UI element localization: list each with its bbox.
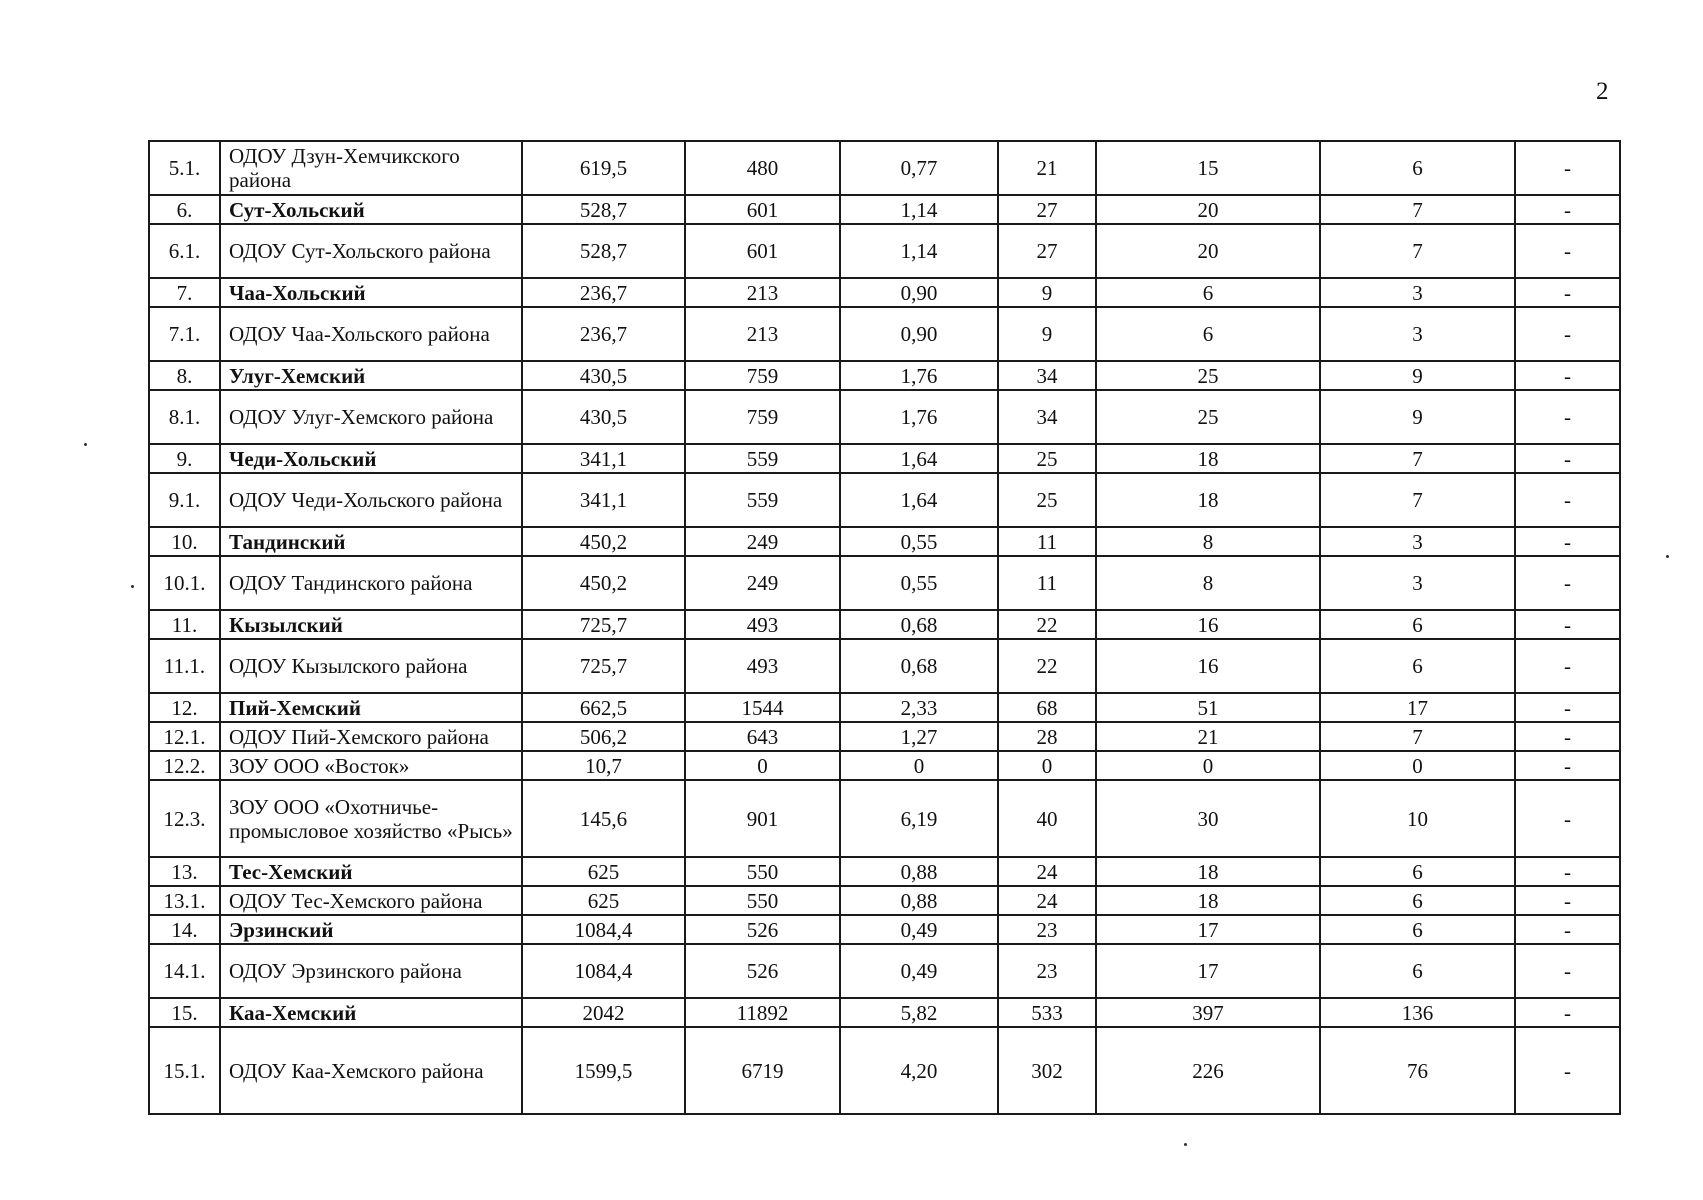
value-cell: 23 bbox=[998, 944, 1096, 998]
row-number-cell: 11.1. bbox=[149, 639, 220, 693]
value-cell: 6 bbox=[1320, 857, 1515, 886]
row-name-cell: ОДОУ Пий-Хемского района bbox=[220, 722, 522, 751]
value-cell: 341,1 bbox=[522, 473, 685, 527]
value-cell: 901 bbox=[685, 780, 840, 857]
value-cell: 21 bbox=[1096, 722, 1320, 751]
value-cell: 0,49 bbox=[840, 944, 998, 998]
table-row bbox=[149, 915, 1620, 944]
value-cell: 25 bbox=[1096, 361, 1320, 390]
value-cell: 213 bbox=[685, 307, 840, 361]
row-name-cell: Кызылский bbox=[220, 610, 522, 639]
value-cell: 1084,4 bbox=[522, 944, 685, 998]
value-cell: 0 bbox=[1096, 751, 1320, 780]
table-row bbox=[149, 693, 1620, 722]
row-number-cell: 7. bbox=[149, 278, 220, 307]
value-cell: 7 bbox=[1320, 722, 1515, 751]
value-cell: 7 bbox=[1320, 473, 1515, 527]
value-cell: 17 bbox=[1320, 693, 1515, 722]
row-number-cell: 9. bbox=[149, 444, 220, 473]
value-cell: 10 bbox=[1320, 780, 1515, 857]
value-cell: 725,7 bbox=[522, 639, 685, 693]
value-cell: 20 bbox=[1096, 224, 1320, 278]
value-cell: 40 bbox=[998, 780, 1096, 857]
value-cell: - bbox=[1515, 444, 1620, 473]
row-number-cell: 14. bbox=[149, 915, 220, 944]
value-cell: 397 bbox=[1096, 998, 1320, 1027]
value-cell: 430,5 bbox=[522, 361, 685, 390]
table-row bbox=[149, 944, 1620, 998]
table-row bbox=[149, 1027, 1620, 1114]
value-cell: 17 bbox=[1096, 944, 1320, 998]
value-cell: 759 bbox=[685, 361, 840, 390]
value-cell: 601 bbox=[685, 195, 840, 224]
value-cell: 662,5 bbox=[522, 693, 685, 722]
value-cell: 20 bbox=[1096, 195, 1320, 224]
value-cell: 0,88 bbox=[840, 886, 998, 915]
value-cell: 5,82 bbox=[840, 998, 998, 1027]
row-name-cell: Чаа-Хольский bbox=[220, 278, 522, 307]
value-cell: 4,20 bbox=[840, 1027, 998, 1114]
row-number-cell: 10.1. bbox=[149, 556, 220, 610]
value-cell: 15 bbox=[1096, 141, 1320, 195]
value-cell: 528,7 bbox=[522, 195, 685, 224]
value-cell: 506,2 bbox=[522, 722, 685, 751]
table-row bbox=[149, 473, 1620, 527]
row-name-cell: Чеди-Хольский bbox=[220, 444, 522, 473]
value-cell: - bbox=[1515, 307, 1620, 361]
row-name-cell: ОДОУ Каа-Хемского района bbox=[220, 1027, 522, 1114]
table-row bbox=[149, 857, 1620, 886]
value-cell: 759 bbox=[685, 390, 840, 444]
value-cell: - bbox=[1515, 610, 1620, 639]
value-cell: 601 bbox=[685, 224, 840, 278]
value-cell: 559 bbox=[685, 444, 840, 473]
value-cell: 9 bbox=[998, 307, 1096, 361]
value-cell: 643 bbox=[685, 722, 840, 751]
value-cell: 0 bbox=[1320, 751, 1515, 780]
value-cell: 6719 bbox=[685, 1027, 840, 1114]
row-name-cell: ОДОУ Улуг-Хемского района bbox=[220, 390, 522, 444]
value-cell: 8 bbox=[1096, 556, 1320, 610]
value-cell: 493 bbox=[685, 610, 840, 639]
value-cell: 1,64 bbox=[840, 444, 998, 473]
value-cell: 34 bbox=[998, 390, 1096, 444]
value-cell: 27 bbox=[998, 224, 1096, 278]
value-cell: 341,1 bbox=[522, 444, 685, 473]
row-number-cell: 12. bbox=[149, 693, 220, 722]
table-body bbox=[149, 141, 1620, 1114]
table-row bbox=[149, 639, 1620, 693]
value-cell: 6 bbox=[1320, 915, 1515, 944]
value-cell: - bbox=[1515, 473, 1620, 527]
table-row bbox=[149, 998, 1620, 1027]
value-cell: 1,64 bbox=[840, 473, 998, 527]
row-name-cell: ОДОУ Кызылского района bbox=[220, 639, 522, 693]
table-row bbox=[149, 444, 1620, 473]
value-cell: 24 bbox=[998, 857, 1096, 886]
row-name-cell: Пий-Хемский bbox=[220, 693, 522, 722]
value-cell: 24 bbox=[998, 886, 1096, 915]
value-cell: 3 bbox=[1320, 527, 1515, 556]
value-cell: 25 bbox=[1096, 390, 1320, 444]
value-cell: 559 bbox=[685, 473, 840, 527]
value-cell: 1,14 bbox=[840, 195, 998, 224]
value-cell: 6 bbox=[1320, 639, 1515, 693]
value-cell: 2,33 bbox=[840, 693, 998, 722]
row-number-cell: 10. bbox=[149, 527, 220, 556]
value-cell: 25 bbox=[998, 473, 1096, 527]
value-cell: 1,76 bbox=[840, 361, 998, 390]
row-number-cell: 15.1. bbox=[149, 1027, 220, 1114]
value-cell: 725,7 bbox=[522, 610, 685, 639]
table-row bbox=[149, 527, 1620, 556]
value-cell: 6 bbox=[1320, 141, 1515, 195]
row-number-cell: 8. bbox=[149, 361, 220, 390]
value-cell: - bbox=[1515, 141, 1620, 195]
value-cell: 0,68 bbox=[840, 610, 998, 639]
row-name-cell: ОДОУ Сут-Хольского района bbox=[220, 224, 522, 278]
value-cell: - bbox=[1515, 886, 1620, 915]
value-cell: 0,68 bbox=[840, 639, 998, 693]
value-cell: 16 bbox=[1096, 639, 1320, 693]
value-cell: - bbox=[1515, 224, 1620, 278]
table-row bbox=[149, 390, 1620, 444]
table-row bbox=[149, 361, 1620, 390]
page-number: 2 bbox=[1596, 78, 1609, 105]
row-number-cell: 6. bbox=[149, 195, 220, 224]
value-cell: 30 bbox=[1096, 780, 1320, 857]
value-cell: 22 bbox=[998, 639, 1096, 693]
row-name-cell: Каа-Хемский bbox=[220, 998, 522, 1027]
value-cell: 7 bbox=[1320, 224, 1515, 278]
value-cell: 76 bbox=[1320, 1027, 1515, 1114]
value-cell: 17 bbox=[1096, 915, 1320, 944]
table-row bbox=[149, 141, 1620, 195]
table-row bbox=[149, 722, 1620, 751]
value-cell: - bbox=[1515, 857, 1620, 886]
value-cell: - bbox=[1515, 751, 1620, 780]
value-cell: 625 bbox=[522, 857, 685, 886]
table-row bbox=[149, 886, 1620, 915]
value-cell: 249 bbox=[685, 556, 840, 610]
value-cell: 625 bbox=[522, 886, 685, 915]
value-cell: 6 bbox=[1320, 886, 1515, 915]
row-name-cell: ЗОУ ООО «Восток» bbox=[220, 751, 522, 780]
value-cell: 1,76 bbox=[840, 390, 998, 444]
value-cell: 7 bbox=[1320, 444, 1515, 473]
value-cell: - bbox=[1515, 1027, 1620, 1114]
table-row bbox=[149, 224, 1620, 278]
value-cell: 21 bbox=[998, 141, 1096, 195]
value-cell: 8 bbox=[1096, 527, 1320, 556]
value-cell: - bbox=[1515, 639, 1620, 693]
value-cell: 11 bbox=[998, 527, 1096, 556]
value-cell: - bbox=[1515, 361, 1620, 390]
table-row bbox=[149, 751, 1620, 780]
value-cell: - bbox=[1515, 722, 1620, 751]
value-cell: 7 bbox=[1320, 195, 1515, 224]
value-cell: - bbox=[1515, 556, 1620, 610]
table-row bbox=[149, 307, 1620, 361]
value-cell: 0 bbox=[685, 751, 840, 780]
row-number-cell: 11. bbox=[149, 610, 220, 639]
value-cell: - bbox=[1515, 195, 1620, 224]
scan-speck bbox=[84, 443, 87, 446]
value-cell: 302 bbox=[998, 1027, 1096, 1114]
value-cell: 23 bbox=[998, 915, 1096, 944]
row-name-cell: Улуг-Хемский bbox=[220, 361, 522, 390]
table-row bbox=[149, 556, 1620, 610]
value-cell: - bbox=[1515, 780, 1620, 857]
scan-speck bbox=[1666, 555, 1669, 558]
value-cell: - bbox=[1515, 278, 1620, 307]
row-name-cell: ОДОУ Эрзинского района bbox=[220, 944, 522, 998]
row-number-cell: 13. bbox=[149, 857, 220, 886]
table-row bbox=[149, 780, 1620, 857]
table-row bbox=[149, 195, 1620, 224]
value-cell: 550 bbox=[685, 857, 840, 886]
value-cell: 1,27 bbox=[840, 722, 998, 751]
value-cell: - bbox=[1515, 944, 1620, 998]
value-cell: 480 bbox=[685, 141, 840, 195]
value-cell: 10,7 bbox=[522, 751, 685, 780]
row-number-cell: 15. bbox=[149, 998, 220, 1027]
value-cell: 236,7 bbox=[522, 307, 685, 361]
value-cell: 619,5 bbox=[522, 141, 685, 195]
row-name-cell: Эрзинский bbox=[220, 915, 522, 944]
table-row bbox=[149, 278, 1620, 307]
value-cell: 0,77 bbox=[840, 141, 998, 195]
value-cell: 68 bbox=[998, 693, 1096, 722]
value-cell: 0 bbox=[998, 751, 1096, 780]
row-number-cell: 13.1. bbox=[149, 886, 220, 915]
value-cell: 528,7 bbox=[522, 224, 685, 278]
value-cell: 0,55 bbox=[840, 527, 998, 556]
value-cell: 533 bbox=[998, 998, 1096, 1027]
value-cell: 249 bbox=[685, 527, 840, 556]
value-cell: 6 bbox=[1320, 944, 1515, 998]
value-cell: 11892 bbox=[685, 998, 840, 1027]
value-cell: 145,6 bbox=[522, 780, 685, 857]
value-cell: 0,88 bbox=[840, 857, 998, 886]
row-name-cell: Тандинский bbox=[220, 527, 522, 556]
value-cell: 0,90 bbox=[840, 307, 998, 361]
value-cell: 34 bbox=[998, 361, 1096, 390]
row-name-cell: ОДОУ Чеди-Хольского района bbox=[220, 473, 522, 527]
row-number-cell: 12.1. bbox=[149, 722, 220, 751]
value-cell: 1599,5 bbox=[522, 1027, 685, 1114]
value-cell: - bbox=[1515, 915, 1620, 944]
value-cell: 526 bbox=[685, 944, 840, 998]
value-cell: 6 bbox=[1096, 278, 1320, 307]
value-cell: 51 bbox=[1096, 693, 1320, 722]
value-cell: 11 bbox=[998, 556, 1096, 610]
row-name-cell: ЗОУ ООО «Охотничье-промысловое хозяйство «Рысь» bbox=[220, 780, 522, 857]
value-cell: 430,5 bbox=[522, 390, 685, 444]
value-cell: 1,14 bbox=[840, 224, 998, 278]
row-number-cell: 12.3. bbox=[149, 780, 220, 857]
row-number-cell: 8.1. bbox=[149, 390, 220, 444]
value-cell: 9 bbox=[998, 278, 1096, 307]
value-cell: 25 bbox=[998, 444, 1096, 473]
row-number-cell: 9.1. bbox=[149, 473, 220, 527]
value-cell: 3 bbox=[1320, 307, 1515, 361]
value-cell: - bbox=[1515, 527, 1620, 556]
row-number-cell: 7.1. bbox=[149, 307, 220, 361]
row-name-cell: ОДОУ Дзун-Хемчикского района bbox=[220, 141, 522, 195]
value-cell: 0 bbox=[840, 751, 998, 780]
value-cell: 1544 bbox=[685, 693, 840, 722]
value-cell: 0,55 bbox=[840, 556, 998, 610]
value-cell: 6 bbox=[1320, 610, 1515, 639]
row-number-cell: 6.1. bbox=[149, 224, 220, 278]
scan-speck bbox=[131, 585, 134, 588]
value-cell: 493 bbox=[685, 639, 840, 693]
row-name-cell: ОДОУ Чаа-Хольского района bbox=[220, 307, 522, 361]
value-cell: 0,49 bbox=[840, 915, 998, 944]
value-cell: - bbox=[1515, 693, 1620, 722]
value-cell: 0,90 bbox=[840, 278, 998, 307]
value-cell: 28 bbox=[998, 722, 1096, 751]
value-cell: 3 bbox=[1320, 556, 1515, 610]
row-number-cell: 5.1. bbox=[149, 141, 220, 195]
row-name-cell: ОДОУ Тес-Хемского района bbox=[220, 886, 522, 915]
row-name-cell: Тес-Хемский bbox=[220, 857, 522, 886]
value-cell: 18 bbox=[1096, 886, 1320, 915]
value-cell: 136 bbox=[1320, 998, 1515, 1027]
value-cell: 27 bbox=[998, 195, 1096, 224]
value-cell: 18 bbox=[1096, 473, 1320, 527]
value-cell: 6,19 bbox=[840, 780, 998, 857]
row-number-cell: 12.2. bbox=[149, 751, 220, 780]
value-cell: 236,7 bbox=[522, 278, 685, 307]
value-cell: 18 bbox=[1096, 444, 1320, 473]
value-cell: 9 bbox=[1320, 361, 1515, 390]
value-cell: - bbox=[1515, 998, 1620, 1027]
value-cell: 6 bbox=[1096, 307, 1320, 361]
table-row bbox=[149, 610, 1620, 639]
scan-speck bbox=[1184, 1143, 1187, 1146]
value-cell: 1084,4 bbox=[522, 915, 685, 944]
value-cell: 550 bbox=[685, 886, 840, 915]
value-cell: 226 bbox=[1096, 1027, 1320, 1114]
value-cell: 450,2 bbox=[522, 556, 685, 610]
row-name-cell: Сут-Хольский bbox=[220, 195, 522, 224]
row-number-cell: 14.1. bbox=[149, 944, 220, 998]
value-cell: 3 bbox=[1320, 278, 1515, 307]
value-cell: 526 bbox=[685, 915, 840, 944]
value-cell: 450,2 bbox=[522, 527, 685, 556]
value-cell: 18 bbox=[1096, 857, 1320, 886]
value-cell: 213 bbox=[685, 278, 840, 307]
value-cell: 22 bbox=[998, 610, 1096, 639]
row-name-cell: ОДОУ Тандинского района bbox=[220, 556, 522, 610]
value-cell: 9 bbox=[1320, 390, 1515, 444]
value-cell: 16 bbox=[1096, 610, 1320, 639]
value-cell: 2042 bbox=[522, 998, 685, 1027]
data-table bbox=[148, 140, 1621, 1115]
value-cell: - bbox=[1515, 390, 1620, 444]
